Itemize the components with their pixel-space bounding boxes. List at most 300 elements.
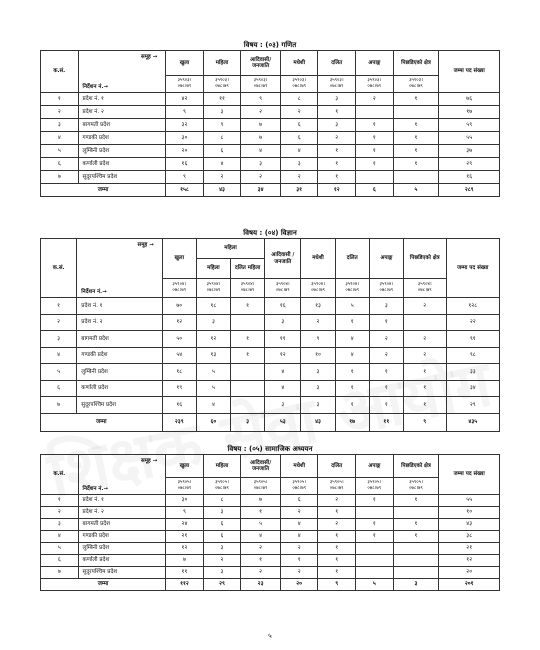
notice-number-line: ३५९०४। (417, 282, 432, 288)
table-row (41, 380, 500, 397)
value-cell: १ (280, 555, 318, 567)
total-value-cell: १७ (335, 413, 369, 431)
value-cell: १ (369, 397, 403, 414)
notice-number-line: ०७८।७९ (367, 486, 382, 491)
value-cell (356, 555, 394, 567)
value-cell: १ (230, 331, 264, 348)
value-cell: १ (356, 158, 394, 171)
total-value-cell: ५ (356, 579, 394, 591)
value-cell: २ (369, 347, 403, 364)
table-row (41, 331, 500, 348)
total-value-cell: ३ (393, 579, 439, 591)
value-cell: १ (318, 543, 356, 555)
total-value-cell: १२ (318, 184, 356, 197)
value-cell: २ (356, 93, 394, 106)
province-cell: प्रदेश नं. १ (78, 93, 166, 106)
value-cell: २ (203, 555, 241, 567)
value-cell: ८ (203, 132, 241, 145)
value-cell: ११ (166, 567, 204, 579)
value-cell: ३ (203, 543, 241, 555)
total-value-cell: ४३ (301, 413, 335, 431)
value-cell: ४ (335, 347, 369, 364)
notice-number-line: ३५९०३। (253, 78, 268, 84)
header-sn: क.सं. (41, 239, 77, 298)
value-cell: १ (335, 397, 369, 414)
header-group-notice (78, 51, 166, 93)
province-cell: बागमती प्रदेश (78, 119, 166, 132)
value-cell (230, 397, 264, 414)
serial-cell: ६ (41, 555, 79, 567)
row-total-cell: १२ (439, 555, 500, 567)
value-cell: ५४ (162, 347, 196, 364)
table-caption: विषय : (०३) गणित (243, 41, 297, 49)
value-cell: ११ (265, 331, 301, 348)
table-row (41, 347, 500, 364)
notice-number-line: ०७८।७९ (240, 288, 255, 293)
row-total-cell: ४३ (439, 519, 500, 531)
value-cell: ६ (280, 132, 318, 145)
row-total-cell: २० (439, 567, 500, 579)
notice-number-cell (280, 76, 318, 93)
row-total-cell: ३८ (439, 531, 500, 543)
header-open: खुला (166, 51, 204, 76)
notice-number-line: ३५९०३। (409, 78, 423, 84)
notice-number-cell (403, 279, 446, 298)
value-cell: २ (280, 106, 318, 119)
value-cell: १ (356, 519, 394, 531)
total-value-cell: २३ (241, 579, 281, 591)
value-cell: २ (403, 347, 446, 364)
notice-number-line: ०७८।७९ (172, 288, 187, 293)
value-cell: १६ (166, 158, 204, 171)
value-cell: ९ (301, 331, 335, 348)
value-cell: १ (318, 145, 356, 158)
table-row (41, 364, 500, 381)
value-cell: ३० (166, 495, 204, 507)
total-value-cell: २३९ (162, 413, 196, 431)
grand-total-cell: २०१ (439, 579, 500, 591)
notice-number-line: ३५९०४। (345, 282, 360, 288)
header-dalit-women: दलित महिला (230, 259, 264, 279)
serial-cell: ७ (41, 567, 79, 579)
notice-number-line: ०७८।७९ (409, 84, 423, 89)
header-sn: क.सं. (41, 51, 79, 93)
value-cell: ३ (301, 364, 335, 381)
math-vacancy-table (40, 50, 500, 197)
value-cell: ९ (241, 93, 281, 106)
notice-number-line: ०७८।७९ (215, 486, 229, 491)
header-group-notice (78, 455, 166, 495)
notice-number-line: ३५९०३। (177, 78, 192, 84)
value-cell (356, 106, 394, 119)
serial-cell: ६ (41, 158, 79, 171)
value-cell: ९ (166, 507, 204, 519)
header-dalit: दलित (318, 455, 356, 478)
header-indigenous: आदिवासी/ जनजाति (241, 455, 281, 478)
value-cell: १६ (162, 397, 196, 414)
header-backward-region: पिछडिएको क्षेत्र (393, 51, 439, 76)
value-cell: २ (241, 106, 281, 119)
value-cell: ३ (203, 567, 241, 579)
value-cell: १ (393, 158, 439, 171)
row-total-cell: १० (439, 507, 500, 519)
serial-cell: ५ (41, 543, 79, 555)
notice-number-line: ३५९०५। (367, 480, 382, 486)
value-cell: ५० (162, 331, 196, 348)
header-women-sub: महिला (196, 259, 230, 279)
notice-number-cell (335, 279, 369, 298)
header-notice: निर्देशन नं.→ (82, 83, 108, 90)
table-row (41, 93, 500, 106)
table-row (41, 298, 500, 315)
value-cell (356, 543, 394, 555)
grand-total-cell: ४३५ (446, 413, 499, 431)
value-cell: २ (318, 519, 356, 531)
row-total-cell: ५५ (439, 132, 500, 145)
value-cell: २ (203, 171, 241, 184)
province-cell: लुम्बिनी प्रदेश (78, 145, 166, 158)
value-cell: १ (393, 132, 439, 145)
notice-number-line: ०७८।७९ (379, 288, 394, 293)
value-cell: १ (241, 507, 281, 519)
header-open: खुला (166, 455, 204, 478)
value-cell: १३ (301, 298, 335, 315)
row-total-cell: ५९ (439, 119, 500, 132)
table-row (41, 314, 500, 331)
value-cell: १ (318, 158, 356, 171)
province-cell: कर्णाली प्रदेश (78, 158, 166, 171)
value-cell: २ (318, 495, 356, 507)
province-cell: प्रदेश नं. २ (78, 507, 166, 519)
value-cell: १ (403, 397, 446, 414)
serial-cell: २ (41, 507, 79, 519)
value-cell: ३ (301, 397, 335, 414)
value-cell: १९ (162, 380, 196, 397)
total-value-cell: ४३ (203, 184, 241, 197)
value-cell: ४२ (166, 93, 204, 106)
value-cell (230, 314, 264, 331)
value-cell: १ (230, 298, 264, 315)
header-indigenous: आदिवासी/ जनजाति (241, 51, 281, 76)
value-cell: ४ (265, 364, 301, 381)
header-dalit: दलित (335, 239, 369, 279)
serial-cell: ३ (41, 519, 79, 531)
notice-number-line: ३५९०४। (275, 282, 290, 288)
notice-number-cell (393, 76, 439, 93)
notice-number-cell (280, 478, 318, 495)
header-total-posts: जम्मा पद संख्या (446, 239, 499, 298)
notice-number-line: ३५९०४। (206, 282, 221, 288)
total-value-cell: ११ (369, 413, 403, 431)
notice-number-line: ०७८।७९ (177, 486, 192, 491)
value-cell: १ (356, 531, 394, 543)
notice-number-line: ३५९०५। (329, 480, 344, 486)
value-cell: १८ (162, 364, 196, 381)
header-disabled: अपाङ्ग (369, 239, 403, 279)
value-cell (393, 106, 439, 119)
header-notice: निर्देशन नं.→ (82, 485, 108, 492)
value-cell: ३२ (166, 119, 204, 132)
notice-number-line: ०७८।७९ (345, 288, 360, 293)
serial-cell: २ (41, 314, 77, 331)
header-disabled: अपाङ्ग (356, 455, 394, 478)
serial-cell: २ (41, 106, 79, 119)
header-backward-region: पिछडिएको क्षेत्र (403, 239, 446, 279)
notice-number-cell (393, 478, 439, 495)
value-cell (356, 171, 394, 184)
header-group: समूह → (141, 458, 158, 464)
value-cell: १ (393, 119, 439, 132)
total-value-cell: २० (280, 579, 318, 591)
row-total-cell: १७ (439, 106, 500, 119)
header-total-posts: जम्मा पद संख्या (439, 455, 500, 495)
table-row (41, 119, 500, 132)
header-backward-region: पिछडिएको क्षेत्र (393, 455, 439, 478)
value-cell: ७० (162, 298, 196, 315)
value-cell (393, 507, 439, 519)
value-cell: १ (335, 364, 369, 381)
notice-number-line: ०७८।७९ (292, 84, 307, 89)
table-row (41, 171, 500, 184)
value-cell: १२ (162, 314, 196, 331)
province-cell: गण्डकी प्रदेश (78, 531, 166, 543)
value-cell: ३० (166, 132, 204, 145)
header-open: खुला (162, 239, 196, 279)
province-cell: प्रदेश नं. २ (77, 314, 162, 331)
value-cell: १ (403, 364, 446, 381)
notice-number-line: ०७८।७९ (253, 486, 268, 491)
province-cell: प्रदेश नं. १ (77, 298, 162, 315)
value-cell: ११ (203, 93, 241, 106)
value-cell: ७ (241, 132, 281, 145)
value-cell: ४ (280, 531, 318, 543)
province-cell: बागमती प्रदेश (77, 331, 162, 348)
serial-cell: १ (41, 495, 79, 507)
table-row (41, 158, 500, 171)
value-cell: १ (393, 93, 439, 106)
value-cell: ४ (241, 531, 281, 543)
total-value-cell: ९ (403, 413, 446, 431)
notice-number-cell (356, 76, 394, 93)
serial-cell: ७ (41, 171, 79, 184)
total-row (41, 413, 500, 431)
value-cell: ८ (203, 495, 241, 507)
value-cell: ७ (241, 119, 281, 132)
table-row (41, 507, 500, 519)
table-caption: विषय : (०५) सामाजिक अध्ययन (227, 445, 313, 453)
row-total-cell: २२ (446, 314, 499, 331)
value-cell: २१ (166, 531, 204, 543)
notice-number-line: ३५९०५। (177, 480, 192, 486)
value-cell: १ (335, 380, 369, 397)
notice-number-line: ०७८।७९ (177, 84, 192, 89)
value-cell: १ (356, 132, 394, 145)
value-cell (393, 567, 439, 579)
page-number: ५ (268, 632, 272, 640)
header-women: महिला (203, 455, 241, 478)
value-cell: १३ (196, 347, 230, 364)
value-cell: ५ (335, 298, 369, 315)
header-dalit: दलित (318, 51, 356, 76)
notice-number-line: ३५९०५। (292, 480, 307, 486)
total-value-cell: २९ (203, 579, 241, 591)
total-label-cell: जम्मा (41, 413, 163, 431)
notice-number-line: ०७८।७९ (275, 288, 290, 293)
notice-number-cell (230, 279, 264, 298)
notice-number-line: ०७८।७९ (367, 84, 382, 89)
value-cell (230, 380, 264, 397)
value-cell: १ (393, 495, 439, 507)
value-cell (403, 314, 446, 331)
notice-number-line: ०७८।७९ (292, 486, 307, 491)
notice-number-line: ०७८।७९ (253, 84, 268, 89)
value-cell: ९ (203, 119, 241, 132)
value-cell: १ (318, 171, 356, 184)
value-cell: १ (230, 347, 264, 364)
serial-cell: ४ (41, 531, 79, 543)
science-vacancy-table (40, 238, 500, 432)
value-cell: २ (301, 314, 335, 331)
value-cell: ४ (196, 397, 230, 414)
value-cell: ३ (265, 397, 301, 414)
row-total-cell: २१ (439, 543, 500, 555)
province-cell: कर्णाली प्रदेश (77, 380, 162, 397)
value-cell: १ (393, 519, 439, 531)
value-cell (393, 555, 439, 567)
value-cell: ६ (203, 145, 241, 158)
header-group: समूह → (137, 242, 154, 248)
province-cell: लुम्बिनी प्रदेश (78, 543, 166, 555)
header-madhesi: मधेशी (301, 239, 335, 279)
value-cell: २ (241, 567, 281, 579)
total-row (41, 184, 500, 197)
row-total-cell: ७६ (439, 93, 500, 106)
notice-number-cell (241, 478, 281, 495)
serial-cell: ५ (41, 364, 77, 381)
serial-cell: ३ (41, 119, 79, 132)
value-cell: १ (318, 531, 356, 543)
notice-number-line: ०७८।७९ (329, 84, 344, 89)
notice-number-line: ३५९०४। (240, 282, 255, 288)
header-madhesi: मधेशी (280, 455, 318, 478)
value-cell: ३ (318, 93, 356, 106)
total-label-cell: जम्मा (41, 579, 166, 591)
table-row (41, 531, 500, 543)
value-cell: २ (280, 567, 318, 579)
value-cell: ३ (196, 314, 230, 331)
serial-cell: ३ (41, 331, 77, 348)
province-cell: सुदूरपश्चिम प्रदेश (78, 567, 166, 579)
value-cell: ४ (280, 519, 318, 531)
notice-number-cell (369, 279, 403, 298)
row-total-cell: ९८ (446, 347, 499, 364)
value-cell: १ (318, 555, 356, 567)
header-disabled: अपाङ्ग (356, 51, 394, 76)
serial-cell: ४ (41, 347, 77, 364)
value-cell: १ (403, 380, 446, 397)
total-label-cell: जम्मा (41, 184, 166, 197)
table-row (41, 543, 500, 555)
grand-total-cell: २८९ (439, 184, 500, 197)
serial-cell: ६ (41, 380, 77, 397)
header-sn: क.सं. (41, 455, 79, 495)
serial-cell: १ (41, 298, 77, 315)
notice-number-cell (162, 279, 196, 298)
table-row (41, 567, 500, 579)
row-total-cell: ९१ (446, 331, 499, 348)
value-cell: ३ (369, 298, 403, 315)
total-value-cell: ९ (318, 579, 356, 591)
value-cell: ३ (203, 507, 241, 519)
table-row (41, 106, 500, 119)
notice-number-line: ०७८।७९ (215, 84, 229, 89)
value-cell: १ (369, 364, 403, 381)
value-cell: १० (301, 347, 335, 364)
value-cell: २ (403, 298, 446, 315)
serial-cell: ४ (41, 132, 79, 145)
serial-cell: ७ (41, 397, 77, 414)
notice-number-line: ३५९०५। (253, 480, 268, 486)
value-cell (356, 507, 394, 519)
notice-number-cell (203, 76, 241, 93)
notice-number-cell (356, 478, 394, 495)
value-cell: ८ (280, 93, 318, 106)
total-value-cell: ११२ (166, 579, 204, 591)
value-cell: १ (356, 119, 394, 132)
total-value-cell: ५३ (265, 413, 301, 431)
table-section-social (40, 444, 500, 591)
value-cell: १२ (265, 347, 301, 364)
header-group: समूह → (141, 54, 158, 60)
value-cell: ६ (280, 495, 318, 507)
row-total-cell: १२८ (446, 298, 499, 315)
value-cell: २० (166, 145, 204, 158)
value-cell: ५ (196, 380, 230, 397)
value-cell: २ (369, 331, 403, 348)
header-total-posts: जम्मा पद संख्या (439, 51, 500, 93)
value-cell (356, 567, 394, 579)
header-notice: निर्देशन नं.→ (81, 288, 107, 295)
province-cell: बागमती प्रदेश (78, 519, 166, 531)
value-cell: १ (393, 145, 439, 158)
table-row (41, 495, 500, 507)
value-cell: ९ (166, 106, 204, 119)
notice-number-cell (318, 478, 356, 495)
province-cell: गण्डकी प्रदेश (77, 347, 162, 364)
value-cell: ४ (265, 380, 301, 397)
table-row (41, 145, 500, 158)
notice-number-line: ०७८।७९ (206, 288, 221, 293)
value-cell: ४ (241, 145, 281, 158)
value-cell: ३ (280, 158, 318, 171)
total-value-cell: ६० (196, 413, 230, 431)
value-cell: ३ (301, 380, 335, 397)
total-value-cell: ३४ (241, 184, 281, 197)
value-cell: ३ (241, 158, 281, 171)
header-madhesi: मधेशी (280, 51, 318, 76)
notice-number-cell (241, 76, 281, 93)
serial-cell: ५ (41, 145, 79, 158)
value-cell: १६ (265, 298, 301, 315)
row-total-cell: ३३ (446, 364, 499, 381)
province-cell: गण्डकी प्रदेश (78, 132, 166, 145)
serial-cell: १ (41, 93, 79, 106)
value-cell: ४ (335, 331, 369, 348)
value-cell: ४ (203, 158, 241, 171)
table-row (41, 397, 500, 414)
value-cell: १ (369, 380, 403, 397)
value-cell (393, 171, 439, 184)
